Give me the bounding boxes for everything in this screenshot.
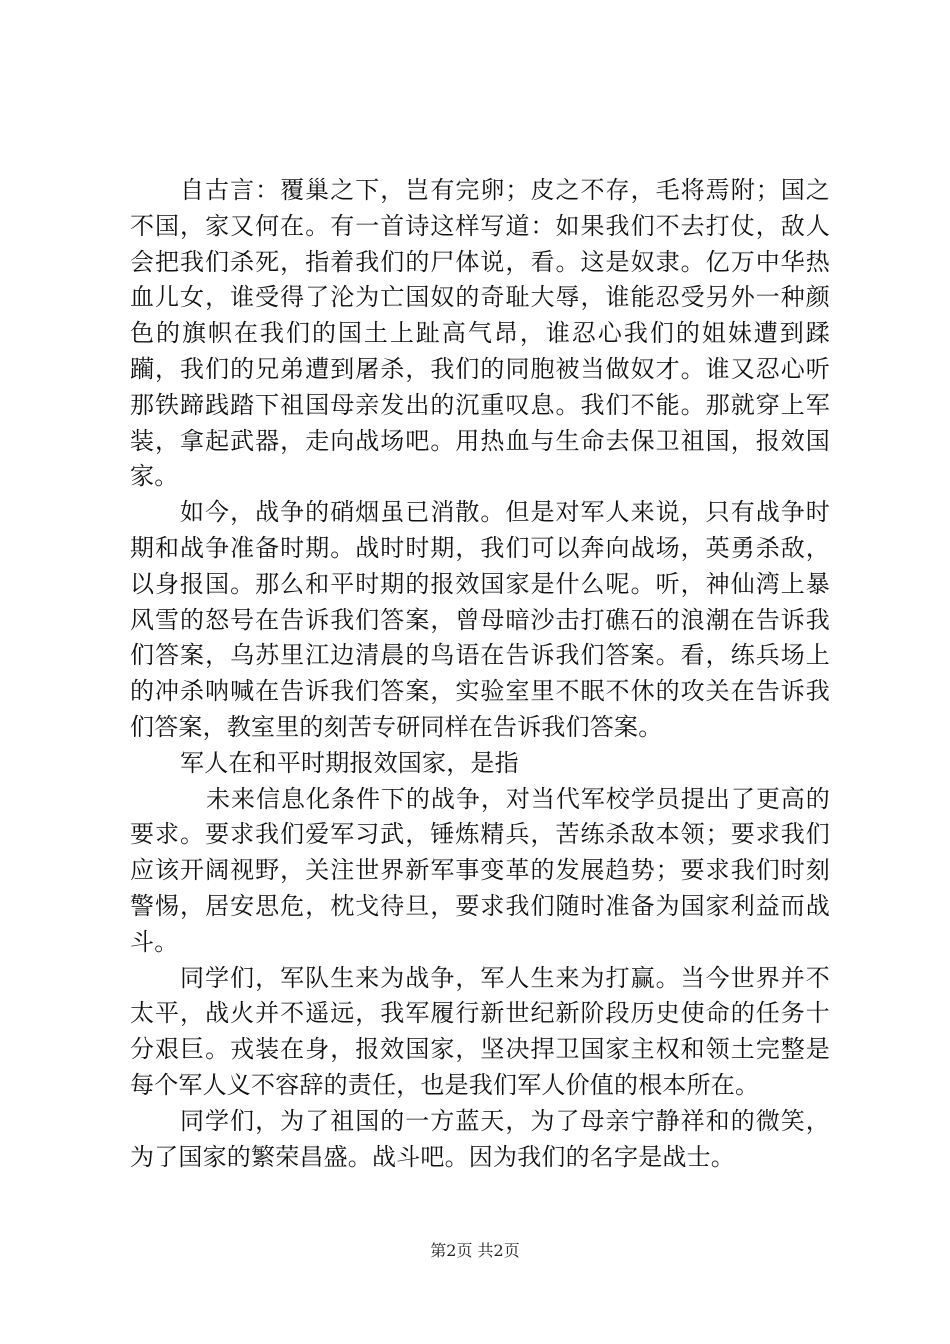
paragraph-4: 未来信息化条件下的战争，对当代军校学员提出了更高的要求。要求我们爱军习武，锤炼精兵，苦练杀敌本领；要求我们应该开阔视野，关注世界新军事变革的发展趋势；要求我们时刻警惕，居安思危，枕戈待旦，要求我们随时准备为国家利益而战斗。	[130, 784, 830, 956]
paragraph-1: 自古言：覆巢之下，岂有完卵；皮之不存，毛将焉附；国之不国，家又何在。有一首诗这样写道：如果我们不去打仗，敌人会把我们杀死，指着我们的尸体说，看。这是奴隶。亿万中华热血儿女，谁受得了沦为亡国奴的奇耻大辱，谁能忍受另外一种颜色的旗帜在我们的国土上趾高气昂，谁忍心我们的姐妹遭到蹂躏，我们的兄弟遭到屠杀，我们的同胞被当做奴才。谁又忍心听那铁蹄践踏下祖国母亲发出的沉重叹息。我们不能。那就穿上军装，拿起武器，走向战场吧。用热血与生命去保卫祖国，报效国家。	[130, 176, 830, 491]
paragraph-5: 同学们，军队生来为战争，军人生来为打赢。当今世界并不太平，战火并不遥远，我军履行新世纪新阶段历史使命的任务十分艰巨。戎装在身，报效国家，坚决捍卫国家主权和领土完整是每个军人义不容辞的责任，也是我们军人价值的根本所在。	[130, 963, 830, 1099]
page-footer: 第2页 共2页	[430, 1241, 520, 1260]
paragraph-3: 军人在和平时期报效国家，是指	[180, 748, 519, 777]
document-body	[130, 173, 830, 1175]
paragraph-6: 同学们，为了祖国的一方蓝天，为了母亲宁静祥和的微笑，为了国家的繁荣昌盛。战斗吧。因为我们的名字是战士。	[130, 1106, 830, 1171]
paragraph-2: 如今，战争的硝烟虽已消散。但是对军人来说，只有战争时期和战争准备时期。战时时期，我们可以奔向战场，英勇杀敌，以身报国。那么和平时期的报效国家是什么呢。听，神仙湾上暴风雪的怒号在告诉我们答案，曾母暗沙击打礁石的浪潮在告诉我们答案，乌苏里江边清晨的鸟语在告诉我们答案。看，练兵场上的冲杀呐喊在告诉我们答案，实验室里不眠不休的攻关在告诉我们答案，教室里的刻苦专研同样在告诉我们答案。	[130, 498, 830, 741]
